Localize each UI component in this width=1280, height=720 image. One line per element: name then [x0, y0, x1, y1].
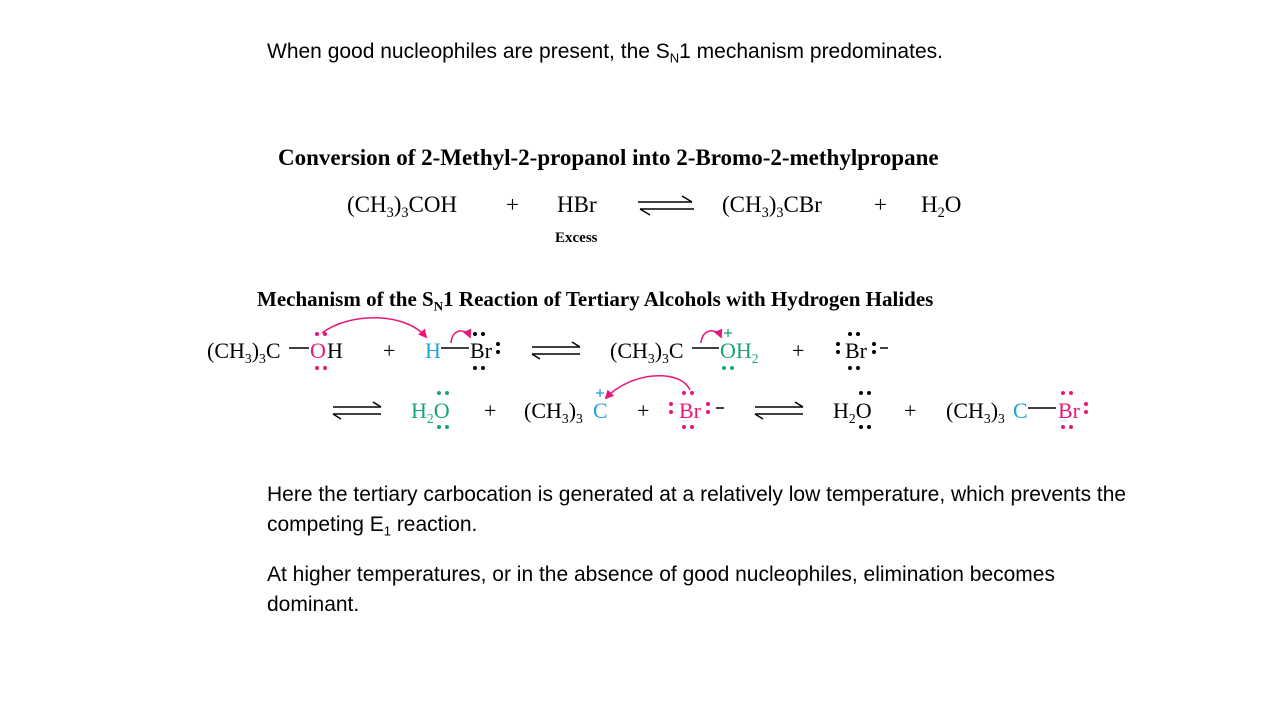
tert-butyl-group: $(CH_3)_3C$	[610, 338, 684, 366]
plus-sign: +	[383, 338, 396, 363]
acidic-hydrogen: H	[425, 338, 441, 363]
lone-pair	[669, 391, 710, 429]
excess-label: Excess	[555, 230, 598, 246]
electron-arrow	[606, 376, 690, 398]
reactant-hbr: HBr	[557, 192, 597, 217]
electron-arrow	[322, 318, 426, 337]
lone-pair	[1061, 391, 1088, 429]
bromide-ion: Br	[845, 338, 867, 363]
hydroxyl-oxygen: O	[310, 338, 326, 363]
explanation-paragraph: Here the tertiary carbocation is generated at a relatively low temperature, which prevents the competing $E_1$ reaction.	[267, 483, 1127, 539]
electron-arrow	[701, 331, 721, 343]
plus-sign: +	[506, 192, 519, 217]
lone-pair	[437, 391, 449, 429]
equilibrium-arrow	[333, 402, 381, 419]
tert-butyl-group: $(CH_3)_3$	[524, 398, 583, 426]
mechanism-title: Mechanism of the $S_N1$ Reaction of Tertiary Alcohols with Hydrogen Halides	[257, 287, 934, 314]
equilibrium-arrow	[755, 402, 803, 419]
hydroxyl-hydrogen: H	[327, 338, 343, 363]
product-bromine: Br	[1058, 398, 1080, 423]
equilibrium-arrow	[638, 196, 694, 215]
lone-pair	[315, 332, 327, 370]
tert-butyl-group: $(CH_3)_3C$	[207, 338, 281, 366]
tert-butyl-group: $(CH_3)_3$	[946, 398, 1005, 426]
elimination-paragraph: At higher temperatures, or in the absence of good nucleophiles, elimination becomes dominant.	[267, 563, 1055, 616]
lone-pair	[722, 366, 734, 370]
water-molecule: $H_2O$	[833, 398, 872, 426]
intro-heading: When good nucleophiles are present, the $S_N1$ mechanism predominates.	[267, 40, 943, 66]
oxonium-group: $OH_2$	[720, 338, 759, 366]
positive-charge	[724, 329, 732, 337]
plus-sign: +	[484, 398, 497, 423]
lone-pair	[473, 332, 500, 370]
product-water: $H_2O$	[921, 192, 962, 221]
positive-charge	[596, 389, 604, 397]
plus-sign: +	[637, 398, 650, 423]
water-leaving-group: $H_2O$	[411, 398, 450, 426]
carbocation-carbon: C	[593, 398, 608, 423]
equilibrium-arrow	[532, 342, 580, 359]
electron-arrow	[451, 331, 470, 343]
bromine-atom: Br	[470, 338, 492, 363]
bromide-nucleophile: Br	[679, 398, 701, 423]
conversion-title: Conversion of 2-Methyl-2-propanol into 2-Bromo-2-methylpropane	[278, 145, 939, 170]
plus-sign: +	[904, 398, 917, 423]
plus-sign: +	[874, 192, 887, 217]
lone-pair	[836, 332, 876, 370]
lone-pair	[859, 391, 871, 429]
product-tert-butyl-bromide: $(CH_3)_3CBr$	[722, 192, 822, 221]
plus-sign: +	[792, 338, 805, 363]
product-carbon: C	[1013, 398, 1028, 423]
reactant-tert-butanol: $(CH_3)_3COH$	[347, 192, 458, 221]
